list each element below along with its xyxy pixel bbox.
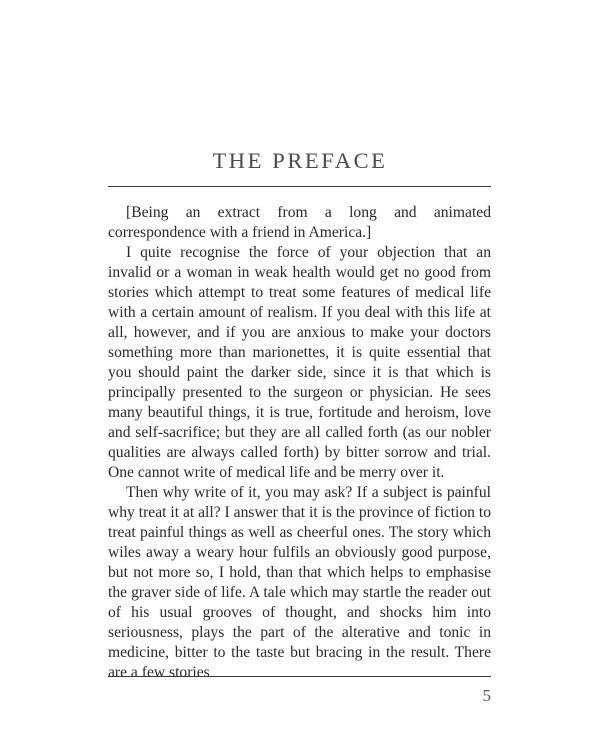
bottom-rule [108, 676, 491, 677]
page-title: THE PREFACE [212, 148, 388, 173]
paragraph-3: Then why write of it, you may ask? If a subject is painful why treat it at all? I answer that it is the province of fiction to treat painful things as well as cheerful ones. The story which wiles away a weary hour fulfils an obviously good purpose, but not more so, I hold, than that which helps to emphasise the graver side of life. A tale which may startle the reader out of his usual grooves of thought, and shocks him into seriousness, plays the part of the alterative and tonic in medicine, bitter to the taste but bracing in the result. There are a few stories [108, 484, 491, 681]
page-number: 5 [482, 686, 491, 705]
paragraph-2: I quite recognise the force of your objection that an invalid or a woman in weak health would get no good from stories which attempt to treat some features of medical life with a certain amount of realism. If you deal with this life at all, however, and if you are anxious to make your doctors something more than marionettes, it is quite essential that you should paint the darker side, since it is that which is principally presented to the surgeon or physician. He sees many beautiful things, it is true, fortitude and heroism, love and self-sacrifice; but they are all called forth (as our nobler qualities are always called forth) by bitter sorrow and trial. One cannot write of medical life and be merry over it. [108, 244, 491, 481]
top-rule [108, 186, 491, 187]
paragraph-1: [Being an extract from a long and animated correspondence with a friend in America.] [108, 204, 491, 241]
body-text [108, 203, 491, 683]
